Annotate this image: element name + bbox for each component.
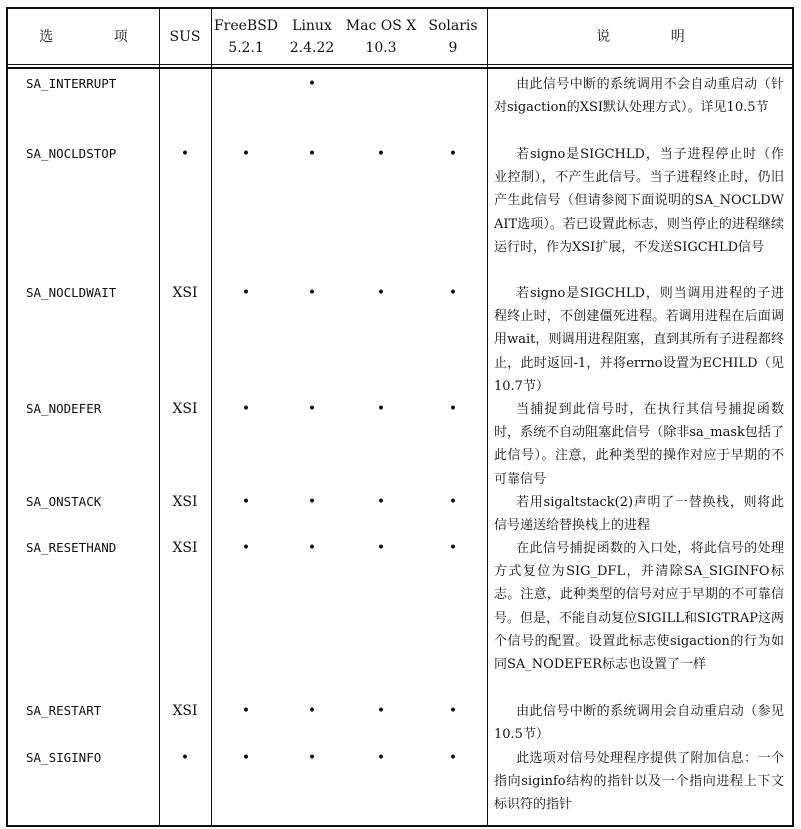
freebsd-mark: • bbox=[241, 703, 251, 719]
header-macos-name: Mac OS X bbox=[345, 17, 417, 34]
sus-value: XSI bbox=[172, 494, 198, 510]
freebsd-mark: • bbox=[241, 494, 251, 510]
header-macos-version: 10.3 bbox=[365, 39, 397, 56]
header-option-label: 选 项 bbox=[39, 28, 156, 45]
header-option bbox=[8, 9, 159, 64]
freebsd-mark: • bbox=[241, 540, 251, 556]
linux-mark: • bbox=[307, 540, 317, 556]
solaris-mark: • bbox=[448, 703, 458, 719]
header-description bbox=[487, 9, 794, 64]
option-description: 此选项对信号处理程序提供了附加信息：一个指向siginfo结构的指针以及一个指向进程上下文标识符的指针 bbox=[494, 751, 784, 813]
sus-value: XSI bbox=[172, 401, 198, 417]
solaris-mark: • bbox=[448, 494, 458, 510]
freebsd-mark: • bbox=[241, 146, 251, 162]
option-name: SA_SIGINFO bbox=[26, 750, 102, 765]
header-sus bbox=[159, 9, 211, 64]
header-sus-label: SUS bbox=[169, 28, 201, 45]
freebsd-mark: • bbox=[241, 750, 251, 766]
macos-mark: • bbox=[376, 540, 386, 556]
solaris-mark: • bbox=[448, 750, 458, 766]
option-name: SA_INTERRUPT bbox=[26, 76, 117, 91]
header-linux-name: Linux bbox=[292, 17, 332, 34]
linux-mark: • bbox=[307, 703, 317, 719]
column-divider bbox=[487, 9, 488, 825]
option-description: 若signo是SIGCHLD，则当调用进程的子进程终止时，不创建僵死进程。若调用进程在后面调用wait，则调用进程阻塞，直到其所有子进程都终止，此时返回-1，并将errno设置为ECHILD（见10.7节） bbox=[494, 286, 784, 394]
macos-mark: • bbox=[376, 494, 386, 510]
linux-mark: • bbox=[307, 750, 317, 766]
sus-value: XSI bbox=[172, 285, 198, 301]
header-solaris-version: 9 bbox=[448, 39, 458, 56]
freebsd-mark: • bbox=[241, 285, 251, 301]
option-name: SA_RESETHAND bbox=[26, 540, 117, 555]
sigaction-flags-table bbox=[6, 7, 794, 827]
header-rule-bold bbox=[8, 67, 792, 69]
option-description: 由此信号中断的系统调用不会自动重启动（针对sigaction的XSI默认处理方式）。详见10.5节 bbox=[494, 77, 784, 116]
sus-value: • bbox=[180, 146, 190, 162]
column-divider bbox=[159, 9, 160, 825]
solaris-mark: • bbox=[448, 540, 458, 556]
linux-mark: • bbox=[307, 285, 317, 301]
header-freebsd bbox=[211, 9, 281, 64]
macos-mark: • bbox=[376, 401, 386, 417]
linux-mark: • bbox=[307, 146, 317, 162]
solaris-mark: • bbox=[448, 401, 458, 417]
option-name: SA_NOCLDSTOP bbox=[26, 146, 117, 161]
option-name: SA_NODEFER bbox=[26, 401, 102, 416]
sus-value: XSI bbox=[172, 540, 198, 556]
linux-mark: • bbox=[307, 401, 317, 417]
linux-mark: • bbox=[307, 76, 317, 92]
header-freebsd-name: FreeBSD bbox=[213, 17, 279, 34]
macos-mark: • bbox=[376, 285, 386, 301]
header-macos bbox=[343, 9, 419, 64]
freebsd-mark: • bbox=[241, 401, 251, 417]
header-solaris bbox=[419, 9, 487, 64]
macos-mark: • bbox=[376, 146, 386, 162]
macos-mark: • bbox=[376, 703, 386, 719]
header-rule bbox=[8, 64, 792, 65]
sus-value: XSI bbox=[172, 703, 198, 719]
linux-mark: • bbox=[307, 494, 317, 510]
option-description: 若signo是SIGCHLD，当子进程停止时（作业控制），不产生此信号。当子进程终止时，仍旧产生此信号（但请参阅下面说明的SA_NOCLDWAIT选项）。若已设置此标志，则当停止的进程继续运行时，作为XSI扩展，不发送SIGCHLD信号 bbox=[494, 147, 784, 255]
solaris-mark: • bbox=[448, 146, 458, 162]
header-freebsd-version: 5.2.1 bbox=[228, 39, 264, 56]
macos-mark: • bbox=[376, 750, 386, 766]
header-description-label: 说 明 bbox=[596, 28, 713, 45]
sus-value: • bbox=[180, 750, 190, 766]
option-description: 在此信号捕捉函数的入口处，将此信号的处理方式复位为SIG_DFL，并清除SA_SIGINFO标志。注意，此种类型的信号对应于早期的不可靠信号。但是，不能自动复位SIGILL和SIGTRAP这两个信号的配置。设置此标志使sigaction的行为如同SA_NODEFER标志也设置了一样 bbox=[494, 541, 784, 673]
header-linux bbox=[281, 9, 343, 64]
option-description: 由此信号中断的系统调用会自动重启动（参见10.5节） bbox=[494, 704, 784, 743]
solaris-mark: • bbox=[448, 285, 458, 301]
option-name: SA_RESTART bbox=[26, 703, 102, 718]
option-name: SA_NOCLDWAIT bbox=[26, 285, 117, 300]
option-name: SA_ONSTACK bbox=[26, 494, 102, 509]
option-description: 当捕捉到此信号时，在执行其信号捕捉函数时，系统不自动阻塞此信号（除非sa_mask包括了此信号）。注意，此种类型的操作对应于早期的不可靠信号 bbox=[494, 402, 784, 487]
option-description: 若用sigaltstack(2)声明了一替换栈，则将此信号递送给替换栈上的进程 bbox=[494, 495, 784, 534]
header-solaris-name: Solaris bbox=[428, 17, 478, 34]
header-linux-version: 2.4.22 bbox=[289, 39, 335, 56]
